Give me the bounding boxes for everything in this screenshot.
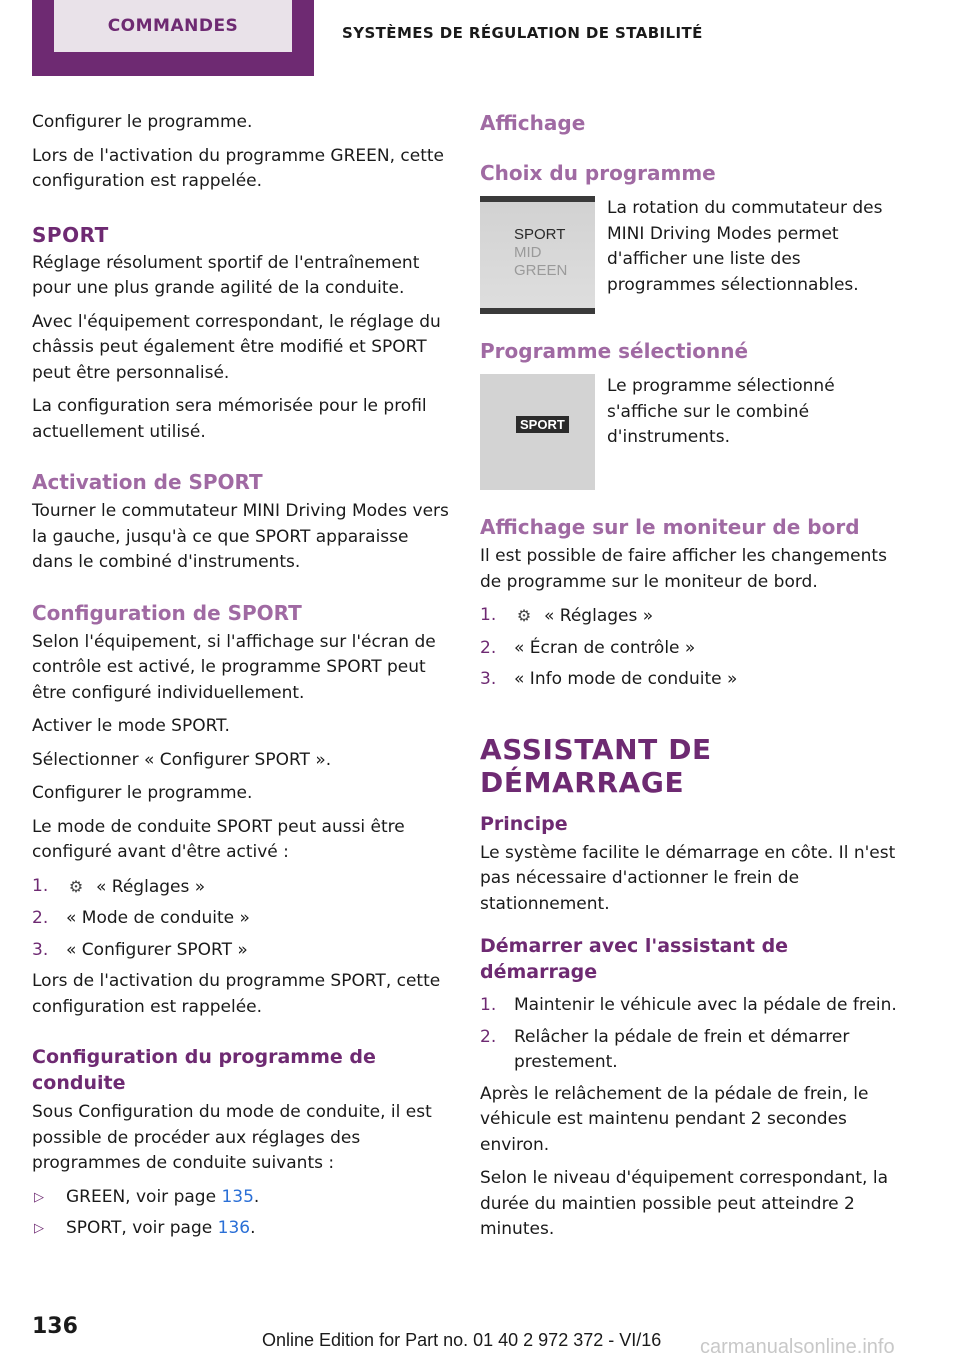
section-title: SYSTÈMES DE RÉGULATION DE STABILITÉ — [342, 24, 703, 42]
step-number: 3. — [480, 669, 497, 689]
steps-list — [480, 603, 898, 693]
edition-line: Online Edition for Part no. 01 40 2 972 372 - VI/16 — [262, 1330, 662, 1350]
instrument-display-image — [480, 374, 595, 490]
step-number: 2. — [32, 908, 49, 928]
list-item — [480, 636, 898, 662]
paragraph: Configurer le programme. — [32, 783, 253, 803]
list-item — [32, 1216, 450, 1242]
paragraph: Selon l'équipement, si l'affichage sur l'écran de contrôle est activé, le programme SPORT peut être configuré individuellement. — [32, 631, 436, 703]
steps-list — [32, 874, 450, 964]
paragraph: Sélectionner « Configurer SPORT ». — [32, 749, 332, 770]
gear-icon: ⚙ — [68, 876, 84, 896]
paragraph: Lors de l'activation du programme GREEN, cette configuration est rappelée. — [32, 145, 445, 191]
left-column — [32, 110, 450, 1248]
principe-heading: Principe — [480, 812, 568, 835]
page-link[interactable]: 135 — [221, 1186, 254, 1207]
step-text: « Mode de conduite » — [66, 908, 250, 928]
figure-row — [480, 374, 898, 490]
paragraph: Après le relâchement de la pédale de frein, le véhicule est maintenu pendant 2 secondes environ. — [480, 1083, 869, 1155]
paragraph: Sous Configuration du mode de conduite, il est possible de procéder aux réglages des programmes de conduite suivants : — [32, 1102, 432, 1173]
step-number: 1. — [480, 995, 497, 1015]
paragraph: Le mode de conduite SPORT peut aussi être configuré avant d'être activé : — [32, 816, 405, 862]
paragraph: Avec l'équipement correspondant, le réglage du châssis peut également être modifié et SPORT peut être personnalisé. — [32, 311, 441, 383]
mode-item: GREEN — [514, 262, 568, 279]
page-link[interactable]: 136 — [217, 1218, 251, 1238]
moniteur-heading: Affichage sur le moniteur de bord — [480, 515, 860, 539]
watermark: carmanualsonline.info — [700, 1336, 895, 1358]
bullet-end: . — [253, 1186, 260, 1207]
step-number: 3. — [32, 939, 49, 960]
list-item — [32, 906, 450, 932]
paragraph: Il est possible de faire afficher les changements de programme sur le moniteur de bord. — [480, 546, 887, 592]
step-text: Maintenir le véhicule avec la pédale de frein. — [514, 995, 897, 1015]
step-number: 1. — [480, 605, 497, 625]
choix-heading: Choix du programme — [480, 161, 716, 185]
figure-caption: La rotation du commutateur des MINI Driving Modes permet d'afficher une liste des programmes sélectionnables. — [607, 198, 883, 295]
paragraph: Activer le mode SPORT. — [32, 716, 230, 736]
mode-item: SPORT — [514, 226, 566, 243]
step-number: 1. — [32, 875, 49, 896]
paragraph: Selon le niveau d'équipement correspondant, la durée du maintien possible peut atteindre 2 minutes. — [480, 1168, 889, 1239]
figure-row — [480, 196, 898, 314]
mode-item: MID — [514, 244, 542, 261]
mode-list — [514, 226, 567, 280]
demarrer-heading: Démarrer avec l'assistant de démarrage — [480, 935, 789, 983]
config-heading: Configuration de SPORT — [32, 600, 302, 625]
bullet-text: SPORT, voir page — [66, 1218, 218, 1238]
activation-heading: Activation de SPORT — [32, 470, 263, 494]
list-item — [32, 1185, 450, 1211]
step-number: 2. — [480, 1026, 497, 1047]
triangle-bullet-icon: ▷ — [34, 1221, 44, 1236]
right-column — [480, 110, 898, 1251]
step-text: « Écran de contrôle » — [514, 637, 696, 658]
step-text: Relâcher la pédale de frein et démarrer prestement. — [514, 1026, 850, 1072]
chapter-tab-label: COMMANDES — [54, 0, 292, 52]
paragraph: Lors de l'activation du programme SPORT, cette configuration est rappelée. — [32, 971, 441, 1017]
list-item — [32, 938, 450, 964]
step-text: « Réglages » — [544, 606, 654, 626]
list-item — [480, 603, 898, 630]
paragraph: Tourner le commutateur MINI Driving Modes vers la gauche, jusqu'à ce que SPORT apparaisse dans le combiné d'instruments. — [32, 501, 449, 572]
list-item — [480, 993, 898, 1019]
step-text: « Réglages » — [96, 876, 206, 897]
bullet-list — [32, 1185, 450, 1242]
bullet-text: GREEN, voir page — [66, 1186, 222, 1207]
selected-heading: Programme sélectionné — [480, 339, 749, 363]
paragraph: Configurer le programme. — [32, 112, 253, 132]
assistant-heading: ASSISTANT DE DÉMARRAGE — [480, 732, 712, 799]
sport-badge: SPORT — [516, 416, 569, 433]
gear-icon: ⚙ — [516, 606, 532, 625]
bullet-end: . — [250, 1218, 256, 1238]
list-item — [480, 1025, 898, 1076]
step-number: 2. — [480, 637, 497, 658]
list-item — [32, 874, 450, 901]
paragraph: La configuration sera mémorisée pour le profil actuellement utilisé. — [32, 396, 427, 442]
program-config-heading: Configuration du programme de conduite — [32, 1046, 376, 1094]
triangle-bullet-icon: ▷ — [34, 1189, 44, 1205]
page-number: 136 — [32, 1314, 78, 1339]
paragraph: Le système facilite le démarrage en côte. Il n'est pas nécessaire d'actionner le frein de stationnement. — [480, 842, 896, 914]
step-text: « Configurer SPORT » — [66, 939, 248, 960]
sport-heading: SPORT — [32, 222, 109, 247]
figure-caption: Le programme sélectionné s'affiche sur le combiné d'instruments. — [607, 376, 835, 447]
paragraph: Réglage résolument sportif de l'entraînement pour une plus grande agilité de la conduite. — [32, 252, 420, 298]
mode-list-image — [480, 196, 595, 314]
step-text: « Info mode de conduite » — [514, 669, 738, 689]
chapter-tab — [32, 0, 314, 76]
steps-list — [480, 993, 898, 1076]
list-item — [480, 667, 898, 693]
affichage-heading: Affichage — [480, 111, 586, 135]
